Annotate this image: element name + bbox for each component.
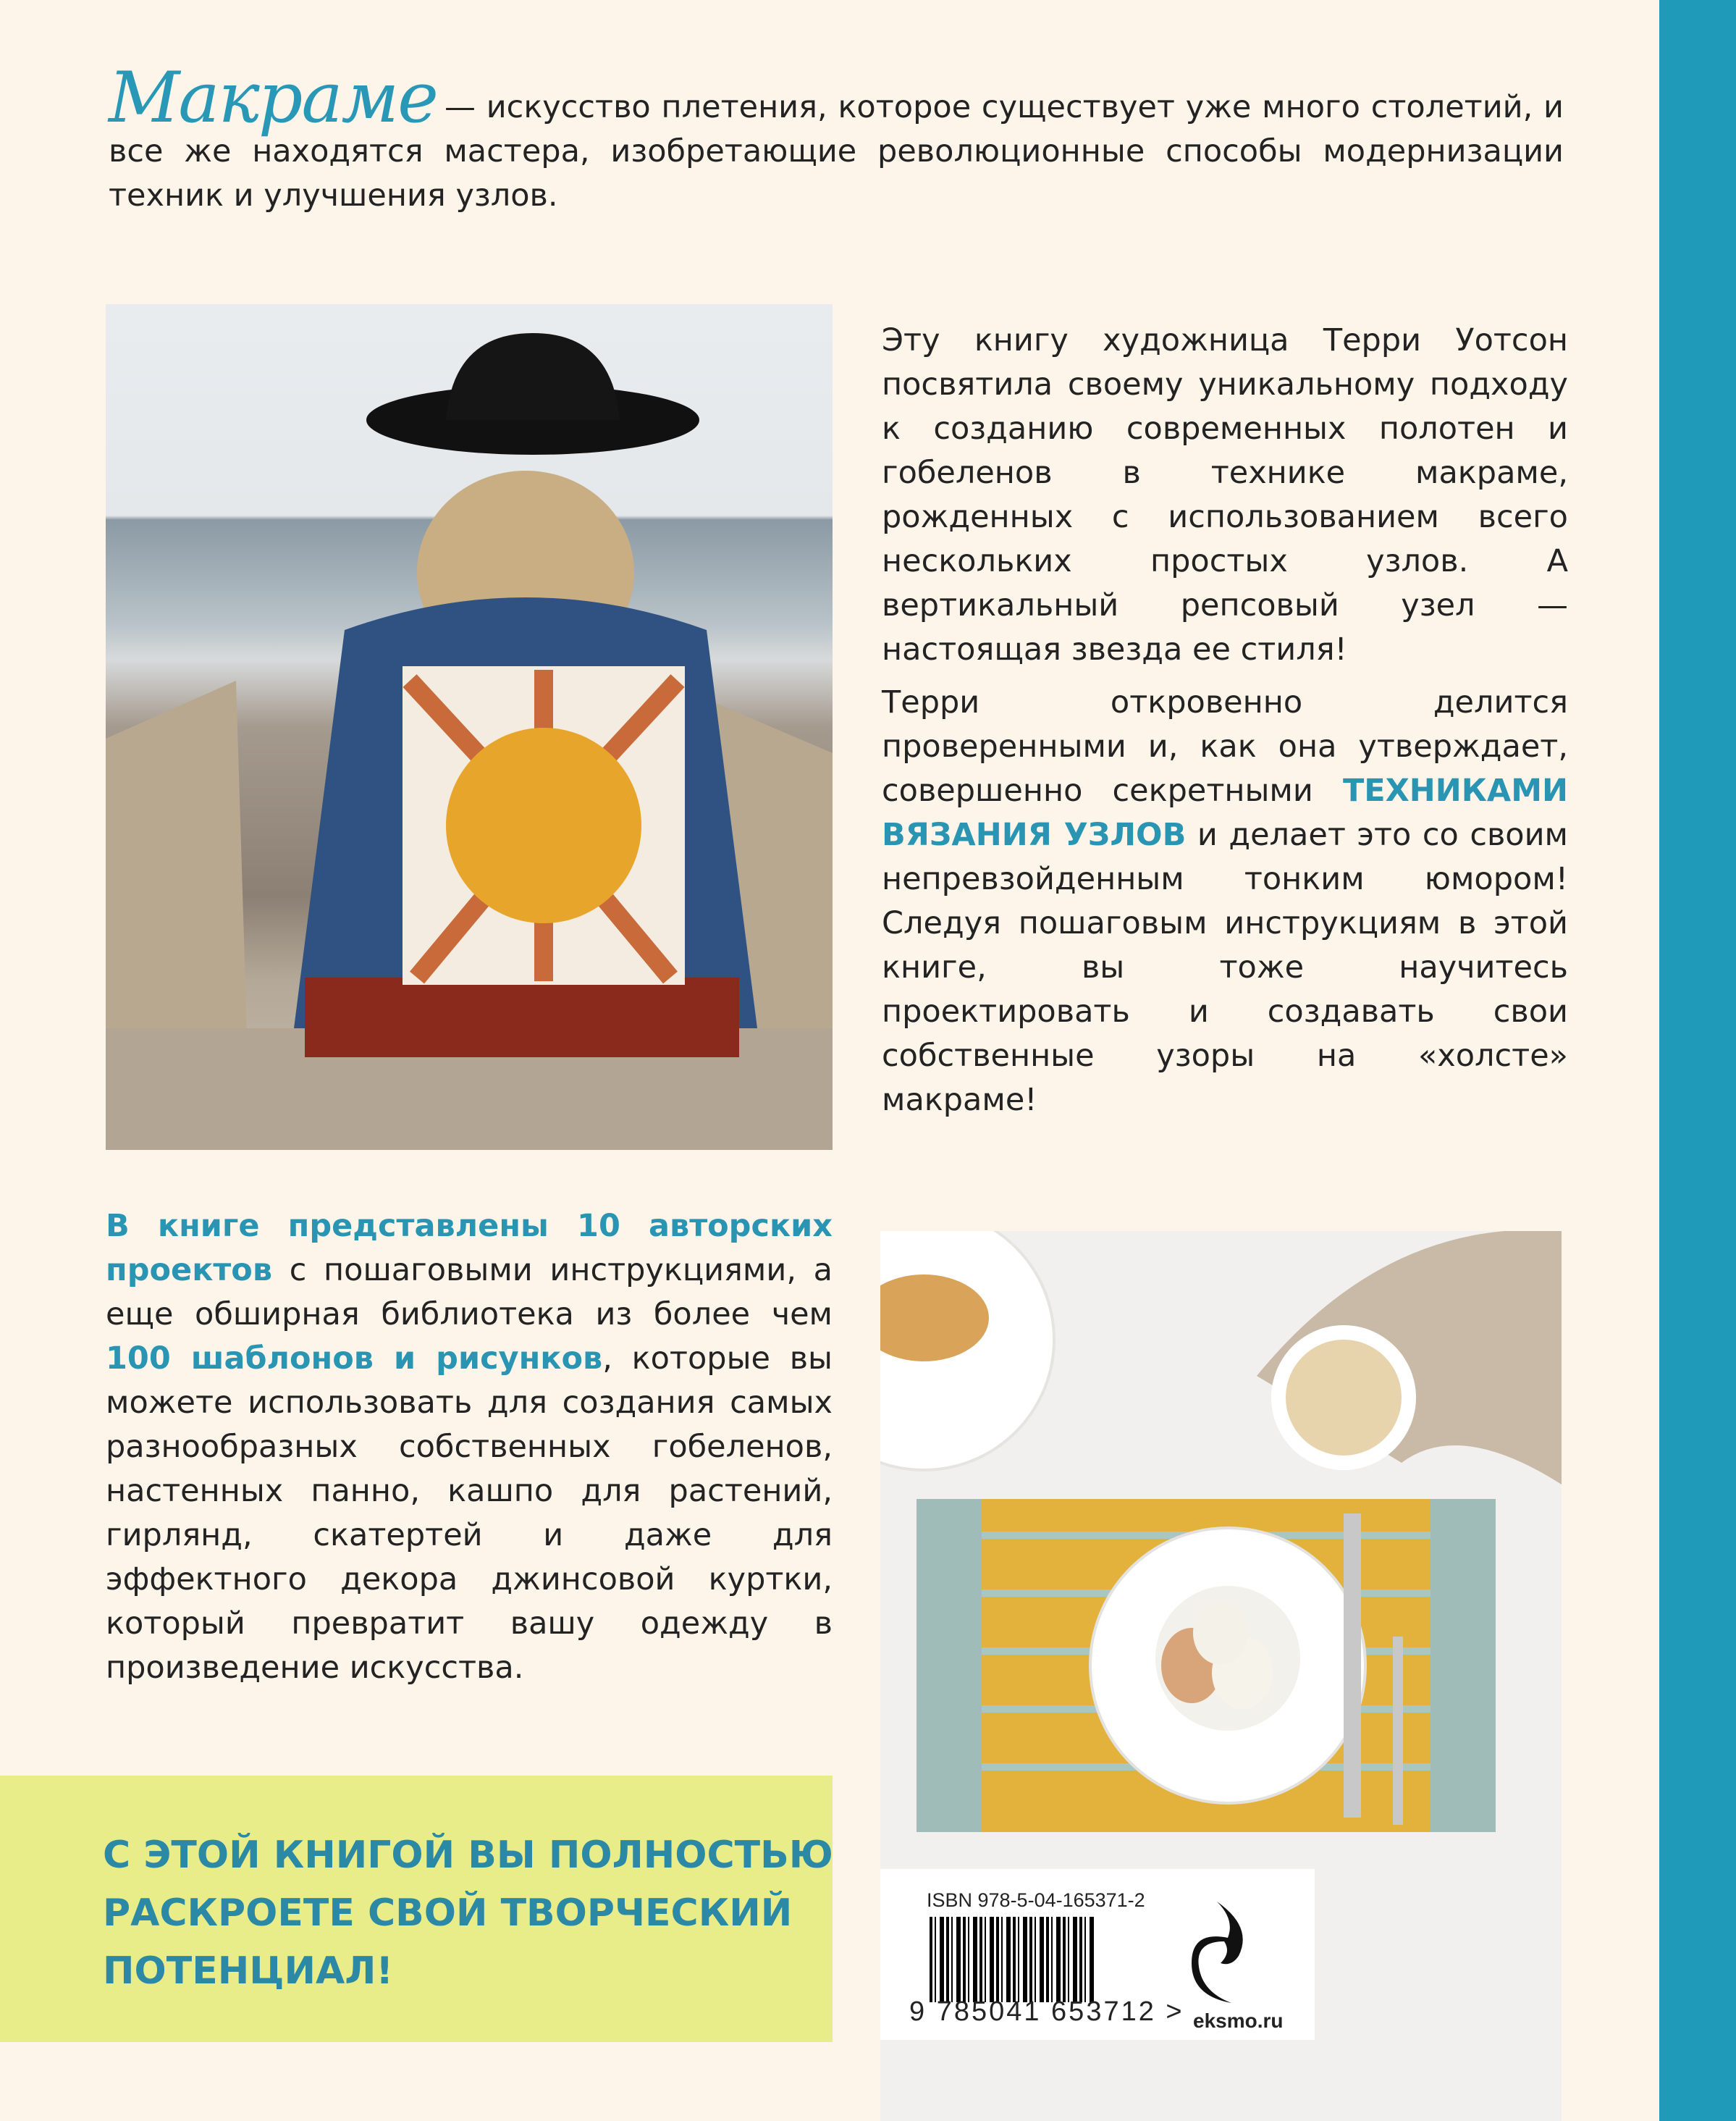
paragraph-text: , которые вы можете использовать для создания самых разнообразных собственных гобеленов, настенных панно, кашпо для растений, гирлянд, скатертей и даже для эффектного декора джинсовой куртки, который превратит вашу одежду в произведение искусства. — [106, 1340, 833, 1686]
callout-line: С ЭТОЙ КНИГОЙ ВЫ ПОЛНОСТЬЮ — [103, 1834, 833, 1877]
paragraph-text: Терри откровенно делится проверенными и, как она утверждает, совершенно секретными — [882, 684, 1568, 809]
paragraph-text: Эту книгу художница Терри Уотсон посвятила своему уникальному подходу к созданию современных полотен и гобеленов в технике макраме, рожденных с использованием всего нескольких простых узлов. А вертикальный репсовый узел — настоящая звезда ее стиля! — [882, 322, 1568, 668]
highlighted-text: В книге представлены 10 авторских проектов — [106, 1208, 833, 1288]
description-paragraph-2 — [882, 681, 1568, 1122]
intro-paragraph — [109, 57, 1564, 218]
highlighted-text: ТЕХНИКАМИ ВЯЗАНИЯ УЗЛОВ — [882, 773, 1568, 853]
callout-line: РАСКРОЕТЕ СВОЙ ТВОРЧЕСКИЙ — [103, 1891, 793, 1935]
photo-denim-jacket-sun — [106, 304, 833, 1150]
isbn-block — [880, 1869, 1315, 2040]
eksmo-logo-icon — [1188, 1898, 1253, 2007]
callout-line: ПОТЕНЦИАЛ! — [103, 1949, 394, 1993]
highlighted-text: 100 шаблонов и рисунков — [106, 1340, 603, 1377]
description-paragraph-1 — [882, 319, 1568, 672]
callout-text — [103, 1826, 833, 2000]
intro-text: — искусство плетения, которое существует уже много столетий, и все же находятся мастера, изобретающие революционные способы модернизации техник и улучшения узлов. — [109, 89, 1564, 214]
title-script-word: Макраме — [109, 57, 437, 138]
isbn-number: ISBN 978-5-04-165371-2 — [927, 1889, 1145, 1911]
description-paragraph-3 — [106, 1204, 833, 1690]
spine-color-strip — [1659, 0, 1736, 2121]
paragraph-text: с пошаговыми инструкциями, а еще обширная библиотека из более чем — [106, 1252, 833, 1332]
ean-digits: 9 785041 653712 > — [909, 1996, 1184, 2027]
paragraph-text: и делает это со своим непревзойденным тонким юмором! Следуя пошаговым инструкциям в этой книге, вы тоже научитесь проектировать и создавать свои собственные узоры на «холсте» макраме! — [882, 817, 1569, 1118]
publisher-site: eksmo.ru — [1193, 2009, 1284, 2032]
barcode — [930, 1917, 1096, 2002]
